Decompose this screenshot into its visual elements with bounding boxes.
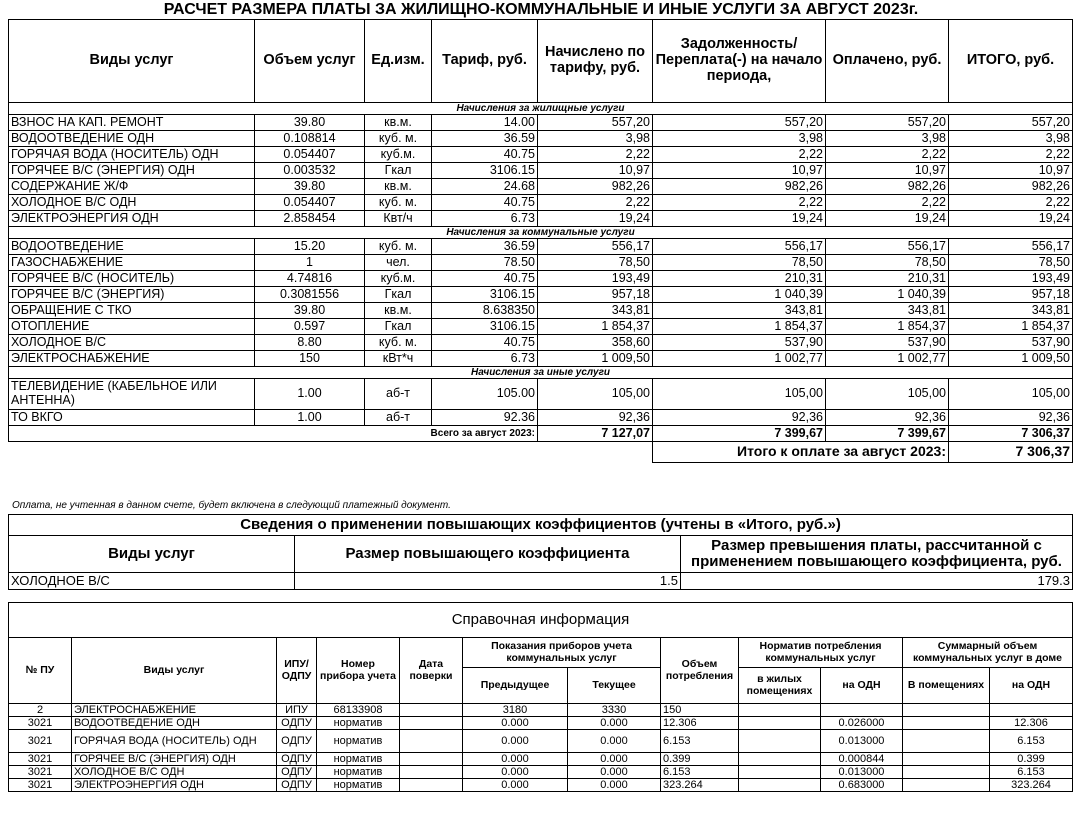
service-name: ЭЛЕКТРОСНАБЖЕНИЕ xyxy=(72,704,277,717)
value-cell: 556,17 xyxy=(949,239,1073,255)
total-value: 7 127,07 xyxy=(538,426,653,442)
ref-title: Справочная информация xyxy=(9,603,1073,638)
service-name: ГОРЯЧАЯ ВОДА (НОСИТЕЛЬ) ОДН xyxy=(9,147,255,163)
service-name: ГОРЯЧАЯ ВОДА (НОСИТЕЛЬ) ОДН xyxy=(72,730,277,753)
value-cell: 92,36 xyxy=(949,410,1073,426)
value-cell: 15.20 xyxy=(255,239,365,255)
value-cell: 2,22 xyxy=(538,147,653,163)
value-cell: 0.000 xyxy=(463,766,568,779)
value-cell: куб. м. xyxy=(365,195,432,211)
service-name: СОДЕРЖАНИЕ Ж/Ф xyxy=(9,179,255,195)
service-name: ЭЛЕКТРОЭНЕРГИЯ ОДН xyxy=(9,211,255,227)
section-row xyxy=(9,103,1073,115)
value-cell: ОДПУ xyxy=(277,717,317,730)
value-cell: 2,22 xyxy=(538,195,653,211)
value-cell: 6.153 xyxy=(990,766,1073,779)
value-cell: 1.00 xyxy=(255,410,365,426)
value-cell: аб-т xyxy=(365,410,432,426)
value-cell: 343,81 xyxy=(653,303,826,319)
section-title: Начисления за жилищные услуги xyxy=(9,103,1073,115)
section-title: Начисления за коммунальные услуги xyxy=(9,227,1073,239)
value-cell: 1 854,37 xyxy=(826,319,949,335)
value-cell: 556,17 xyxy=(826,239,949,255)
table-row xyxy=(9,147,1073,163)
value-cell: 210,31 xyxy=(653,271,826,287)
value-cell: 2,22 xyxy=(826,147,949,163)
value-cell: 6.153 xyxy=(661,766,739,779)
column-header: ИПУ/ ОДПУ xyxy=(277,638,317,704)
table-row xyxy=(9,271,1073,287)
value-cell: 957,18 xyxy=(949,287,1073,303)
table-row xyxy=(9,163,1073,179)
value-cell: 6.153 xyxy=(990,730,1073,753)
value-cell: 0.054407 xyxy=(255,195,365,211)
table-row xyxy=(9,195,1073,211)
value-cell xyxy=(400,730,463,753)
value-cell: 982,26 xyxy=(538,179,653,195)
reference-table xyxy=(8,602,1073,792)
table-row xyxy=(9,255,1073,271)
column-header: Ед.изм. xyxy=(365,20,432,103)
value-cell xyxy=(903,753,990,766)
value-cell: 3180 xyxy=(463,704,568,717)
value-cell: 1 040,39 xyxy=(653,287,826,303)
value-cell: 3021 xyxy=(9,730,72,753)
value-cell: 2,22 xyxy=(949,195,1073,211)
value-cell xyxy=(821,704,903,717)
ref-header-row xyxy=(9,638,1073,668)
charges-header-row xyxy=(9,20,1073,103)
value-cell xyxy=(739,753,821,766)
value-cell: 40.75 xyxy=(432,335,538,351)
value-cell: 19,24 xyxy=(538,211,653,227)
service-name: ВЗНОС НА КАП. РЕМОНТ xyxy=(9,115,255,131)
value-cell: 343,81 xyxy=(826,303,949,319)
table-row xyxy=(9,717,1073,730)
column-header: Объем потребления xyxy=(661,638,739,704)
value-cell: 150 xyxy=(255,351,365,367)
value-cell: 1 009,50 xyxy=(538,351,653,367)
value-cell: 0.3081556 xyxy=(255,287,365,303)
value-cell: 1 xyxy=(255,255,365,271)
value-cell: 4.74816 xyxy=(255,271,365,287)
value-cell: 10,97 xyxy=(949,163,1073,179)
value-cell: куб. м. xyxy=(365,335,432,351)
value-cell: 0.013000 xyxy=(821,766,903,779)
value-cell: 105,00 xyxy=(538,379,653,410)
value-cell: 179.3 xyxy=(681,573,1073,590)
service-name: ХОЛОДНОЕ В/С xyxy=(9,335,255,351)
service-name: ЭЛЕКТРОСНАБЖЕНИЕ xyxy=(9,351,255,367)
value-cell: куб. м. xyxy=(365,131,432,147)
section-row xyxy=(9,227,1073,239)
column-header: на ОДН xyxy=(821,668,903,704)
value-cell: 537,90 xyxy=(949,335,1073,351)
service-name: ХОЛОДНОЕ В/С ОДН xyxy=(72,766,277,779)
total-value: 7 399,67 xyxy=(826,426,949,442)
column-header: Виды услуг xyxy=(9,20,255,103)
blank-cell xyxy=(9,442,653,463)
value-cell: 12.306 xyxy=(661,717,739,730)
service-name: ТО ВКГО xyxy=(9,410,255,426)
value-cell: 39.80 xyxy=(255,303,365,319)
value-cell: 3021 xyxy=(9,779,72,792)
value-cell: 0.054407 xyxy=(255,147,365,163)
value-cell: 2,22 xyxy=(949,147,1073,163)
value-cell xyxy=(903,717,990,730)
value-cell: ОДПУ xyxy=(277,766,317,779)
column-header: Объем услуг xyxy=(255,20,365,103)
value-cell: 556,17 xyxy=(538,239,653,255)
service-name: ВОДООТВЕДЕНИЕ xyxy=(9,239,255,255)
table-row xyxy=(9,115,1073,131)
value-cell: 2.858454 xyxy=(255,211,365,227)
totals-row xyxy=(9,426,1073,442)
value-cell xyxy=(400,717,463,730)
value-cell: 24.68 xyxy=(432,179,538,195)
service-name: ГОРЯЧЕЕ В/С (ЭНЕРГИЯ) xyxy=(9,287,255,303)
value-cell: 1 002,77 xyxy=(826,351,949,367)
column-header: в жилых помещениях xyxy=(739,668,821,704)
table-row xyxy=(9,303,1073,319)
value-cell xyxy=(739,704,821,717)
value-cell: 40.75 xyxy=(432,271,538,287)
value-cell: 3,98 xyxy=(653,131,826,147)
value-cell: 92,36 xyxy=(826,410,949,426)
value-cell: куб.м. xyxy=(365,271,432,287)
value-cell: 3106.15 xyxy=(432,287,538,303)
totals-label: Всего за август 2023: xyxy=(9,426,538,442)
value-cell: 0.000 xyxy=(463,753,568,766)
value-cell: 6.73 xyxy=(432,351,538,367)
value-cell: кв.м. xyxy=(365,303,432,319)
value-cell: 78,50 xyxy=(653,255,826,271)
service-name: ЭЛЕКТРОЭНЕРГИЯ ОДН xyxy=(72,779,277,792)
value-cell: 0.108814 xyxy=(255,131,365,147)
column-header: Тариф, руб. xyxy=(432,20,538,103)
value-cell xyxy=(739,766,821,779)
value-cell: 0.000 xyxy=(463,779,568,792)
value-cell: норматив xyxy=(317,766,400,779)
value-cell: 982,26 xyxy=(949,179,1073,195)
value-cell: 0.000 xyxy=(568,766,661,779)
service-name: ОТОПЛЕНИЕ xyxy=(9,319,255,335)
value-cell: 1 002,77 xyxy=(653,351,826,367)
value-cell: ХОЛОДНОЕ В/С xyxy=(9,573,295,590)
value-cell xyxy=(903,730,990,753)
value-cell: 10,97 xyxy=(653,163,826,179)
value-cell: норматив xyxy=(317,717,400,730)
value-cell: 92,36 xyxy=(538,410,653,426)
value-cell: Гкал xyxy=(365,287,432,303)
value-cell: 0.399 xyxy=(661,753,739,766)
table-row xyxy=(9,335,1073,351)
value-cell: 39.80 xyxy=(255,179,365,195)
ref-title-row xyxy=(9,603,1073,638)
value-cell: 0.000 xyxy=(463,717,568,730)
value-cell xyxy=(739,730,821,753)
value-cell: Гкал xyxy=(365,319,432,335)
value-cell xyxy=(400,753,463,766)
value-cell: 40.75 xyxy=(432,147,538,163)
value-cell: норматив xyxy=(317,730,400,753)
value-cell xyxy=(739,717,821,730)
value-cell: 10,97 xyxy=(538,163,653,179)
service-name: ХОЛОДНОЕ В/С ОДН xyxy=(9,195,255,211)
value-cell: Гкал xyxy=(365,163,432,179)
value-cell xyxy=(739,779,821,792)
coef-title-row xyxy=(9,515,1073,536)
value-cell: 14.00 xyxy=(432,115,538,131)
value-cell: 0.000 xyxy=(568,730,661,753)
page-title: РАСЧЕТ РАЗМЕРА ПЛАТЫ ЗА ЖИЛИЩНО-КОММУНАЛЬНЫЕ И ИНЫЕ УСЛУГИ ЗА АВГУСТ 2023г. xyxy=(163,1,919,18)
section-row xyxy=(9,367,1073,379)
value-cell: Квт/ч xyxy=(365,211,432,227)
value-cell: 556,17 xyxy=(653,239,826,255)
value-cell xyxy=(990,704,1073,717)
table-row xyxy=(9,573,1073,590)
value-cell: 1 854,37 xyxy=(538,319,653,335)
value-cell: 68133908 xyxy=(317,704,400,717)
value-cell xyxy=(400,704,463,717)
table-row xyxy=(9,779,1073,792)
column-header: Виды услуг xyxy=(72,638,277,704)
total-value: 7 306,37 xyxy=(949,426,1073,442)
column-header: Предыдущее xyxy=(463,668,568,704)
value-cell: кв.м. xyxy=(365,115,432,131)
value-cell: 358,60 xyxy=(538,335,653,351)
payment-note: Оплата, не учтенная в данном счете, будет включена в следующий платежный документ. xyxy=(12,500,451,511)
value-cell: 19,24 xyxy=(949,211,1073,227)
value-cell: 0.597 xyxy=(255,319,365,335)
column-header: Виды услуг xyxy=(9,536,295,573)
table-row xyxy=(9,179,1073,195)
value-cell: 3021 xyxy=(9,717,72,730)
total-value: 7 399,67 xyxy=(653,426,826,442)
service-name: ГОРЯЧЕЕ В/С (ЭНЕРГИЯ) ОДН xyxy=(72,753,277,766)
value-cell: 0.026000 xyxy=(821,717,903,730)
value-cell: 6.153 xyxy=(661,730,739,753)
value-cell: 105,00 xyxy=(826,379,949,410)
value-cell: 19,24 xyxy=(653,211,826,227)
coef-header-row xyxy=(9,536,1073,573)
value-cell: 557,20 xyxy=(949,115,1073,131)
table-row xyxy=(9,239,1073,255)
value-cell: 557,20 xyxy=(538,115,653,131)
coef-title: Сведения о применении повышающих коэффициентов (учтены в «Итого, руб.») xyxy=(9,515,1073,536)
service-name: ГОРЯЧЕЕ В/С (НОСИТЕЛЬ) xyxy=(9,271,255,287)
value-cell: 105,00 xyxy=(653,379,826,410)
value-cell: 3021 xyxy=(9,753,72,766)
value-cell: 78,50 xyxy=(826,255,949,271)
value-cell: 36.59 xyxy=(432,239,538,255)
table-row xyxy=(9,379,1073,410)
value-cell: ОДПУ xyxy=(277,730,317,753)
value-cell: 2,22 xyxy=(653,195,826,211)
value-cell: 1 854,37 xyxy=(653,319,826,335)
value-cell: куб. м. xyxy=(365,239,432,255)
column-header: Оплачено, руб. xyxy=(826,20,949,103)
value-cell: 36.59 xyxy=(432,131,538,147)
value-cell: 150 xyxy=(661,704,739,717)
table-row xyxy=(9,351,1073,367)
value-cell: 8.638350 xyxy=(432,303,538,319)
table-row xyxy=(9,319,1073,335)
value-cell: 343,81 xyxy=(538,303,653,319)
value-cell: 0.683000 xyxy=(821,779,903,792)
value-cell: ОДПУ xyxy=(277,779,317,792)
value-cell: 3106.15 xyxy=(432,163,538,179)
charges-table xyxy=(8,19,1073,463)
section-title: Начисления за иные услуги xyxy=(9,367,1073,379)
column-header: Размер повышающего коэффициента xyxy=(295,536,681,573)
service-name: ГОРЯЧЕЕ В/С (ЭНЕРГИЯ) ОДН xyxy=(9,163,255,179)
value-cell: 1 854,37 xyxy=(949,319,1073,335)
value-cell: 10,97 xyxy=(826,163,949,179)
column-header: № ПУ xyxy=(9,638,72,704)
service-name: ВОДООТВЕДЕНИЕ ОДН xyxy=(72,717,277,730)
value-cell: ИПУ xyxy=(277,704,317,717)
value-cell: 39.80 xyxy=(255,115,365,131)
service-name: ТЕЛЕВИДЕНИЕ (КАБЕЛЬНОЕ ИЛИ АНТЕННА) xyxy=(9,379,255,410)
value-cell: 105,00 xyxy=(949,379,1073,410)
column-header: Размер превышения платы, рассчитанной с применением повышающего коэффициента, руб. xyxy=(681,536,1073,573)
value-cell: 982,26 xyxy=(653,179,826,195)
column-header: В помещениях xyxy=(903,668,990,704)
value-cell: 3,98 xyxy=(826,131,949,147)
column-header: Суммарный объем коммунальных услуг в доме xyxy=(903,638,1073,668)
value-cell: 0.399 xyxy=(990,753,1073,766)
value-cell: 92.36 xyxy=(432,410,538,426)
column-header: на ОДН xyxy=(990,668,1073,704)
value-cell: 78,50 xyxy=(538,255,653,271)
value-cell: 78.50 xyxy=(432,255,538,271)
value-cell: 3106.15 xyxy=(432,319,538,335)
value-cell: 982,26 xyxy=(826,179,949,195)
pay-label: Итого к оплате за август 2023: xyxy=(653,442,949,463)
table-row xyxy=(9,211,1073,227)
service-name: ГАЗОСНАБЖЕНИЕ xyxy=(9,255,255,271)
service-name: ВОДООТВЕДЕНИЕ ОДН xyxy=(9,131,255,147)
value-cell: 537,90 xyxy=(653,335,826,351)
value-cell: 323.264 xyxy=(990,779,1073,792)
coefficient-table xyxy=(8,514,1073,590)
value-cell: 0.013000 xyxy=(821,730,903,753)
value-cell: 12.306 xyxy=(990,717,1073,730)
value-cell xyxy=(400,766,463,779)
value-cell: 1.00 xyxy=(255,379,365,410)
table-row xyxy=(9,131,1073,147)
value-cell: 92,36 xyxy=(653,410,826,426)
table-row xyxy=(9,753,1073,766)
column-header: Номер прибора учета xyxy=(317,638,400,704)
value-cell xyxy=(400,779,463,792)
column-header: Показания приборов учета коммунальных услуг xyxy=(463,638,661,668)
value-cell: 3330 xyxy=(568,704,661,717)
value-cell: 210,31 xyxy=(826,271,949,287)
value-cell: 2,22 xyxy=(653,147,826,163)
value-cell: 78,50 xyxy=(949,255,1073,271)
value-cell: 343,81 xyxy=(949,303,1073,319)
value-cell: чел. xyxy=(365,255,432,271)
column-header: Задолженность/ Переплата(-) на начало периода, xyxy=(653,20,826,103)
value-cell: 2 xyxy=(9,704,72,717)
value-cell: 1 009,50 xyxy=(949,351,1073,367)
value-cell: ОДПУ xyxy=(277,753,317,766)
value-cell: 557,20 xyxy=(653,115,826,131)
pay-row xyxy=(9,442,1073,463)
value-cell: кв.м. xyxy=(365,179,432,195)
value-cell: 193,49 xyxy=(538,271,653,287)
value-cell: норматив xyxy=(317,779,400,792)
value-cell: аб-т xyxy=(365,379,432,410)
value-cell: 3,98 xyxy=(538,131,653,147)
value-cell: 323.264 xyxy=(661,779,739,792)
value-cell: 537,90 xyxy=(826,335,949,351)
column-header: Текущее xyxy=(568,668,661,704)
table-row xyxy=(9,410,1073,426)
value-cell xyxy=(903,779,990,792)
service-name: ОБРАЩЕНИЕ С ТКО xyxy=(9,303,255,319)
value-cell: 3,98 xyxy=(949,131,1073,147)
value-cell xyxy=(903,766,990,779)
value-cell: норматив xyxy=(317,753,400,766)
value-cell: 8.80 xyxy=(255,335,365,351)
value-cell: 19,24 xyxy=(826,211,949,227)
value-cell: 40.75 xyxy=(432,195,538,211)
value-cell: 1 040,39 xyxy=(826,287,949,303)
value-cell: 2,22 xyxy=(826,195,949,211)
value-cell: 193,49 xyxy=(949,271,1073,287)
column-header: Начислено по тарифу, руб. xyxy=(538,20,653,103)
value-cell: 0.000 xyxy=(463,730,568,753)
value-cell: 0.000 xyxy=(568,753,661,766)
value-cell: 3021 xyxy=(9,766,72,779)
value-cell: кВт*ч xyxy=(365,351,432,367)
value-cell: 957,18 xyxy=(538,287,653,303)
column-header: ИТОГО, руб. xyxy=(949,20,1073,103)
value-cell: 0.000844 xyxy=(821,753,903,766)
value-cell: 0.003532 xyxy=(255,163,365,179)
pay-value: 7 306,37 xyxy=(949,442,1073,463)
value-cell: 6.73 xyxy=(432,211,538,227)
value-cell: 557,20 xyxy=(826,115,949,131)
table-row xyxy=(9,766,1073,779)
value-cell: 0.000 xyxy=(568,779,661,792)
column-header: Дата поверки xyxy=(400,638,463,704)
table-row xyxy=(9,730,1073,753)
column-header: Норматив потребления коммунальных услуг xyxy=(739,638,903,668)
value-cell xyxy=(903,704,990,717)
value-cell: куб.м. xyxy=(365,147,432,163)
table-row xyxy=(9,287,1073,303)
table-row xyxy=(9,704,1073,717)
value-cell: 1.5 xyxy=(295,573,681,590)
value-cell: 105.00 xyxy=(432,379,538,410)
value-cell: 0.000 xyxy=(568,717,661,730)
